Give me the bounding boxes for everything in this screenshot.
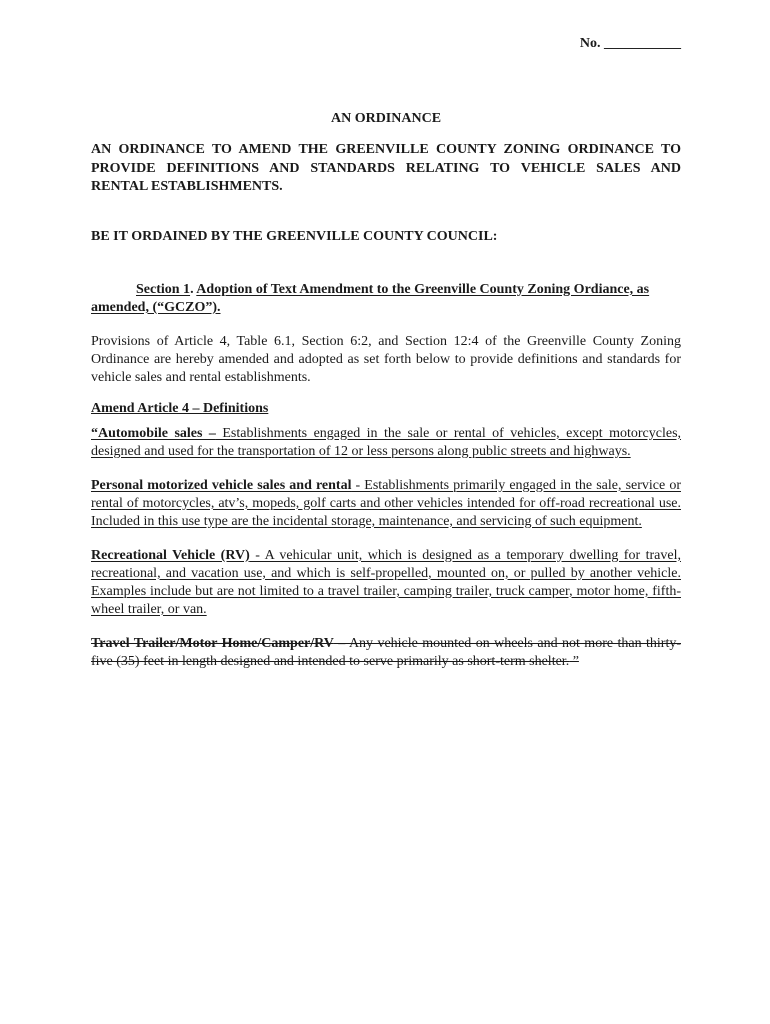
definition-automobile-sales	[91, 425, 681, 461]
section-title: Adoption of Text Amendment to the Greenville County Zoning Ordiance, as amended, (“GCZO”).	[91, 281, 650, 315]
closing-quote: ”	[569, 653, 579, 669]
section-1-heading	[91, 281, 681, 317]
definition-text: - Establishments primarily engaged in the sale, service or rental of motorcycles, atv’s, mopeds, golf carts and other vehicles intended for off-road recreational use. Included in this use type are the incidental storage, maintenance, and servicing of such equipment.	[91, 477, 681, 529]
definition-term: Personal motorized vehicle sales and rental	[91, 477, 352, 493]
enacting-clause: BE IT ORDAINED BY THE GREENVILLE COUNTY COUNCIL:	[91, 228, 498, 244]
section-separator: .	[190, 281, 194, 297]
definition-term: “Automobile sales –	[91, 425, 216, 441]
amend-article-heading: Amend Article 4 – Definitions	[91, 400, 269, 416]
definition-text: - A vehicular unit, which is designed as a temporary dwelling for travel, recreational, and vacation use, and which is self-propelled, mounted on, or pulled by another vehicle. Examples include but are not limited to a travel trailer, camping trailer, truck camper, motor home, fifth-wheel trailer, or van.	[91, 547, 681, 617]
definition-term: Recreational Vehicle (RV)	[91, 547, 250, 563]
document-page	[91, 30, 681, 671]
section-number: Section 1	[136, 281, 191, 297]
definition-recreational-vehicle	[91, 547, 681, 619]
ordinance-title: AN ORDINANCE TO AMEND THE GREENVILLE COUNTY ZONING ORDINANCE TO PROVIDE DEFINITIONS AND STANDARDS RELATING TO VEHICLE SALES AND RENTAL ESTABLISHMENTS.	[91, 142, 681, 194]
definition-text: Establishments engaged in the sale or rental of vehicles, except motorcycles, designed and used for the transportation of 12 or less persons along public streets and highways.	[91, 425, 682, 459]
definition-travel-trailer-deleted	[91, 635, 681, 671]
definition-term: Travel Trailer/Motor Home/Camper/RV	[91, 635, 334, 651]
ordinance-number: No. ___________	[579, 36, 681, 51]
provisions-paragraph: Provisions of Article 4, Table 6.1, Section 6:2, and Section 12:4 of the Greenville County Zoning Ordinance are hereby amended and adopted as set forth below to provide definitions and standards for vehicle sales and rental establishments.	[91, 333, 681, 385]
definition-text: – Any vehicle mounted on wheels and not more than thirty-five (35) feet in length designed and intended to serve primarily as short-term shelter.	[91, 635, 681, 669]
document-heading: AN ORDINANCE	[330, 111, 442, 126]
definition-personal-motorized-vehicle	[91, 477, 681, 531]
